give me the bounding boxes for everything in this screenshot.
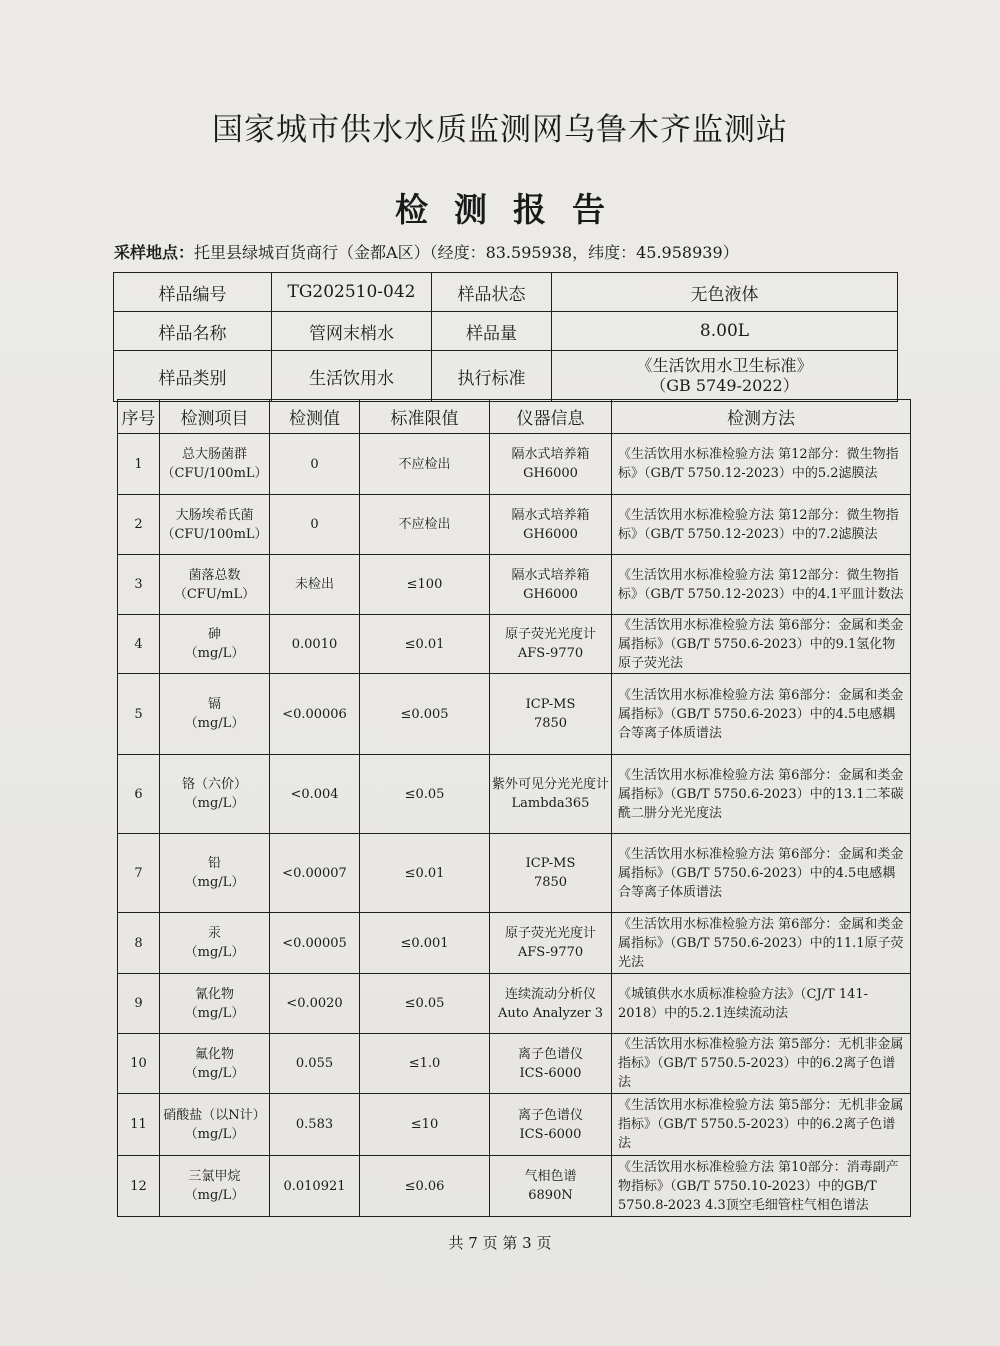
row-number: 6 [118,755,160,834]
test-method: 《生活饮用水标准检验方法 第6部分：金属和类金属指标》（GB/T 5750.6-2023）中的4.5电感耦合等离子体质谱法 [612,674,911,755]
standard-label: 执行标准 [432,351,552,402]
test-item-line-1: 大肠埃希氏菌 [175,507,254,523]
row-number: 4 [118,615,160,674]
sample-name-value: 管网末梢水 [272,312,432,351]
test-item-line-1: 砷 [207,627,221,642]
instrument-info-line-1: 气相色谱 [524,1169,577,1184]
sample-id-value: TG202510-042 [272,273,432,312]
instrument-info-line-2: ICS-6000 [519,1126,582,1142]
instrument-info-line-1: 隔水式培养箱 [511,507,590,523]
results-body [118,434,911,1217]
test-item-line-1: 菌落总数 [188,567,241,583]
page-number: 共 7 页 第 3 页 [448,1234,552,1252]
table-row [118,974,911,1034]
sample-amount-value: 8.00L [552,312,898,351]
test-item-line-2: （CFU/mL） [173,586,256,602]
standard-limit: ≤0.01 [360,615,490,674]
standard-value [552,351,898,402]
test-item-line-1: 三氯甲烷 [188,1169,241,1184]
test-value: <0.00006 [270,674,360,755]
sample-info-table [113,272,898,402]
instrument-info-line-1: 连续流动分析仪 [504,986,596,1002]
standard-limit: ≤0.005 [360,674,490,755]
instrument-info [490,1094,612,1156]
test-value: 0.010921 [270,1156,360,1217]
test-item-line-2: （mg/L） [184,1065,245,1081]
instrument-info-line-1: 隔水式培养箱 [511,447,590,462]
header-limit: 标准限值 [360,400,490,434]
table-row [118,1094,911,1156]
instrument-info-line-2: GH6000 [523,586,578,602]
instrument-info-line-1: 原子荧光光度计 [504,926,596,941]
row-number: 1 [118,434,160,495]
table-row [118,674,911,755]
test-item [160,1094,270,1156]
instrument-info-line-1: ICP-MS [525,697,576,712]
row-number: 7 [118,834,160,913]
instrument-info-line-1: 离子色谱仪 [517,1046,583,1062]
test-item [160,1156,270,1217]
header-no: 序号 [118,400,160,434]
test-method: 《生活饮用水标准检验方法 第12部分：微生物指标》（GB/T 5750.12-2023）中的5.2滤膜法 [612,434,911,495]
test-item [160,913,270,974]
test-item [160,974,270,1034]
instrument-info-line-2: Lambda365 [511,796,590,811]
test-item-line-2: （mg/L） [184,1005,245,1021]
row-number: 10 [118,1034,160,1094]
instrument-info-line-1: 隔水式培养箱 [511,567,590,583]
results-header-row [118,400,911,434]
standard-limit: ≤0.05 [360,974,490,1034]
standard-limit: 不应检出 [360,434,490,495]
instrument-info [490,434,612,495]
test-method: 《生活饮用水标准检验方法 第12部分：微生物指标》（GB/T 5750.12-2023）中的4.1平皿计数法 [612,555,911,615]
standard-limit: ≤100 [360,555,490,615]
report-title: 检测报告 [395,190,631,229]
sample-id-label: 样品编号 [114,273,272,312]
test-item-line-1: 氟化物 [194,1046,234,1062]
test-value: <0.00005 [270,913,360,974]
row-number: 2 [118,495,160,555]
test-item [160,674,270,755]
sample-info-row [114,273,898,312]
table-row [118,755,911,834]
sample-state-value: 无色液体 [552,273,898,312]
header-item: 检测项目 [160,400,270,434]
test-method: 《生活饮用水标准检验方法 第12部分：微生物指标》（GB/T 5750.12-2023）中的7.2滤膜法 [612,495,911,555]
test-value: 0.583 [270,1094,360,1156]
table-row [118,555,911,615]
sample-category-value: 生活饮用水 [272,351,432,402]
instrument-info-line-1: 紫外可见分光光度计 [491,777,609,792]
instrument-info-line-2: ICS-6000 [519,1065,582,1081]
test-item-line-1: 硝酸盐（以N计） [163,1107,266,1123]
standard-limit: ≤0.01 [360,834,490,913]
test-item-line-1: 铅 [207,856,221,871]
sample-amount-label: 样品量 [432,312,552,351]
test-item-line-1: 铬（六价） [181,777,247,792]
row-number: 11 [118,1094,160,1156]
test-item-line-2: （CFU/100mL） [161,526,268,542]
instrument-info-line-1: 离子色谱仪 [517,1107,583,1123]
test-item [160,495,270,555]
test-value: <0.0020 [270,974,360,1034]
header-method: 检测方法 [612,400,911,434]
header-instrument: 仪器信息 [490,400,612,434]
instrument-info-line-2: GH6000 [523,526,578,542]
test-item [160,1034,270,1094]
standard-name: 《生活饮用水卫生标准》 [636,356,813,375]
sampling-location-label: 采样地点： [114,243,195,262]
row-number: 12 [118,1156,160,1217]
row-number: 5 [118,674,160,755]
sample-info-row [114,312,898,351]
table-row [118,1156,911,1217]
test-item-line-2: （mg/L） [184,1188,245,1203]
results-table [117,399,911,1217]
standard-limit: ≤0.06 [360,1156,490,1217]
instrument-info-line-2: 7850 [533,875,568,890]
test-item-line-1: 汞 [207,926,221,941]
table-row [118,495,911,555]
test-item-line-2: （mg/L） [184,796,245,811]
standard-limit: 不应检出 [360,495,490,555]
instrument-info-line-1: ICP-MS [525,856,576,871]
test-method: 《城镇供水水质标准检验方法》（CJ/T 141-2018）中的5.2.1连续流动法 [612,974,911,1034]
standard-code: （GB 5749-2022） [650,376,799,395]
test-value: 0.055 [270,1034,360,1094]
instrument-info-line-2: 7850 [533,716,568,731]
table-row [118,615,911,674]
organization-title: 国家城市供水水质监测网乌鲁木齐监测站 [212,112,788,148]
instrument-info [490,913,612,974]
test-value: <0.00007 [270,834,360,913]
test-item-line-1: 氰化物 [194,986,234,1002]
test-method: 《生活饮用水标准检验方法 第5部分：无机非金属指标》（GB/T 5750.5-2023）中的6.2离子色谱法 [612,1094,911,1156]
test-item-line-2: （CFU/100mL） [161,466,268,481]
sampling-location-value: 托里县绿城百货商行（金都A区）（经度：83.595938，纬度：45.958939） [194,243,739,262]
table-row [118,434,911,495]
row-number: 8 [118,913,160,974]
test-value: 未检出 [270,555,360,615]
test-method: 《生活饮用水标准检验方法 第6部分：金属和类金属指标》（GB/T 5750.6-2023）中的4.5电感耦合等离子体质谱法 [612,834,911,913]
test-method: 《生活饮用水标准检验方法 第5部分：无机非金属指标》（GB/T 5750.5-2023）中的6.2离子色谱法 [612,1034,911,1094]
test-item [160,434,270,495]
row-number: 3 [118,555,160,615]
test-value: <0.004 [270,755,360,834]
test-method: 《生活饮用水标准检验方法 第10部分：消毒副产物指标》（GB/T 5750.10-2023）中的GB/T 5750.8-2023 4.3顶空毛细管柱气相色谱法 [612,1156,911,1217]
sample-name-label: 样品名称 [114,312,272,351]
table-row [118,834,911,913]
test-value: 0.0010 [270,615,360,674]
test-item-line-2: （mg/L） [184,875,245,890]
instrument-info-line-1: 原子荧光光度计 [504,627,596,642]
instrument-info-line-2: 6890N [528,1188,573,1203]
header-value: 检测值 [270,400,360,434]
row-number: 9 [118,974,160,1034]
test-method: 《生活饮用水标准检验方法 第6部分：金属和类金属指标》（GB/T 5750.6-2023）中的9.1氢化物原子荧光法 [612,615,911,674]
instrument-info [490,1034,612,1094]
instrument-info-line-2: AFS-9770 [517,945,584,960]
standard-limit: ≤0.05 [360,755,490,834]
sample-category-label: 样品类别 [114,351,272,402]
instrument-info [490,615,612,674]
test-method: 《生活饮用水标准检验方法 第6部分：金属和类金属指标》（GB/T 5750.6-2023）中的11.1原子荧光法 [612,913,911,974]
table-row [118,913,911,974]
test-item-line-2: （mg/L） [184,945,245,960]
test-item [160,615,270,674]
test-value: 0 [270,495,360,555]
sample-info-row [114,351,898,402]
instrument-info-line-2: AFS-9770 [517,646,584,661]
test-value: 0 [270,434,360,495]
instrument-info [490,974,612,1034]
test-item-line-2: （mg/L） [184,646,245,661]
instrument-info-line-2: Auto Analyzer 3 [497,1005,604,1021]
instrument-info [490,495,612,555]
instrument-info [490,674,612,755]
test-item-line-2: （mg/L） [184,1126,245,1142]
sampling-location [114,240,914,263]
test-item [160,755,270,834]
sample-state-label: 样品状态 [432,273,552,312]
standard-limit: ≤10 [360,1094,490,1156]
instrument-info [490,834,612,913]
table-row [118,1034,911,1094]
instrument-info [490,1156,612,1217]
standard-limit: ≤0.001 [360,913,490,974]
test-item [160,834,270,913]
instrument-info [490,555,612,615]
test-item-line-1: 总大肠菌群 [181,447,247,462]
instrument-info-line-2: GH6000 [523,466,578,481]
test-method: 《生活饮用水标准检验方法 第6部分：金属和类金属指标》（GB/T 5750.6-2023）中的13.1二苯碳酰二肼分光光度法 [612,755,911,834]
instrument-info [490,755,612,834]
test-item-line-2: （mg/L） [184,716,245,731]
test-item-line-1: 镉 [207,697,221,712]
test-item [160,555,270,615]
standard-limit: ≤1.0 [360,1034,490,1094]
